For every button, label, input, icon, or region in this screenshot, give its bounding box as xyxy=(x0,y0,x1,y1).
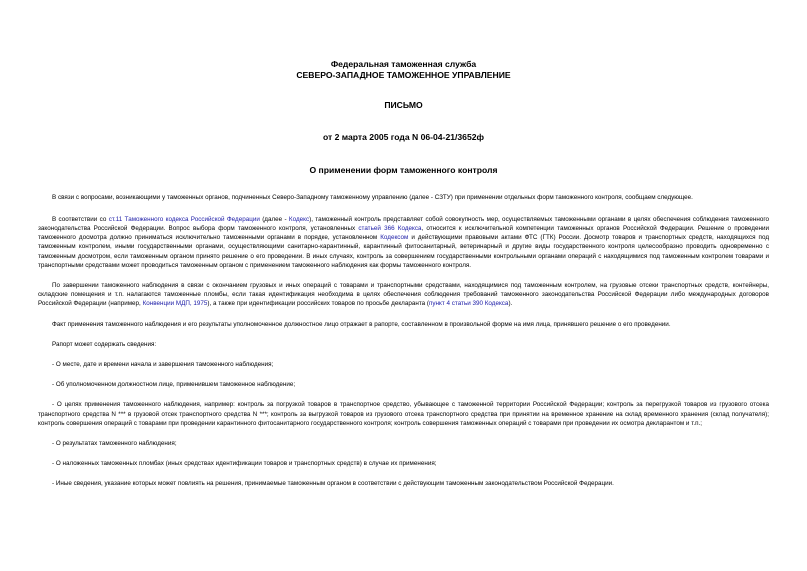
list-item: - О наложенных таможенных пломбах (иных средствах идентификации товаров и транспортных средств) в случае их применения; xyxy=(52,460,437,468)
link-article-11[interactable]: ст.11 Таможенного кодекса Российской Федерации xyxy=(108,215,260,223)
org-block xyxy=(38,0,769,80)
link-tir-convention[interactable]: Конвенции МДП, 1975 xyxy=(142,300,208,308)
agency-name: Федеральная таможенная служба xyxy=(330,59,477,69)
paragraph-seals: По завершении таможенного наблюдения в связи с окончанием грузовых и иных операций с товарами и транспортными средствами, находящимися под таможенным контролем, на грузовые отсеки транспортных средств, контейнеры, складские помещения и т.п. налагаются таможенные пломбы, если такая идентификация необходима в целях обеспечения соблюдения требований таможенного законодательства Российской Федерации либо международных договоров Российской Федерации (например, Конвенции МДП, 1975), а также при идентификации российских товаров по просьбе декларанта (пункт 4 статьи 390 Кодекса). xyxy=(38,281,769,308)
list-item: - Об уполномоченном должностном лице, применившем таможенное наблюдение; xyxy=(52,381,296,389)
doc-subject: О применении форм таможенного контроля xyxy=(309,165,498,175)
paragraph-intro: В связи с вопросами, возникающими у таможенных органов, подчиненных Северо-Западному таможенному управлению (далее - СЗТУ) при применении отдельных форм таможенного контроля, сообщаем следующее. xyxy=(52,193,693,201)
link-code[interactable]: Кодекс xyxy=(288,215,310,223)
paragraph-control: В соответствии со ст.11 Таможенного кодекса Российской Федерации (далее - Кодекс), таможенный контроль представляет собой совокупность мер, осуществляемых таможенными органами в целях обеспечения соблюдения таможенного законодательства Российской Федерации. Вопрос выбора форм таможенного контроля, установленных статьей 366 Кодекса, относится к исключительной компетенции таможенных органов Российской Федерации. Решение о проведении таможенного досмотра должно приниматься исключительно таможенными органами в порядке, установленном Кодексом и действующими правовыми актами ФТС (ГТК) России. Досмотр товаров и транспортных средств, находящихся под таможенным контролем, иными государственными органами, осуществляющими санитарно-карантинный, карантинный фитосанитарный, ветеринарный и другие виды государственного контроля целесообразно проводить одновременно с таможенным досмотром, если таможенным органом принято решение о его проведении. В иных случаях, контроль за совершением государственными контрольными органами операций с находящимися под таможенным контролем товарами и транспортными средствами может проводиться таможенным органом с применением таможенного наблюдения как формы таможенного контроля. xyxy=(38,215,770,269)
paragraph-report: Факт применения таможенного наблюдения и его результаты уполномоченное должностное лицо отражает в рапорте, составленном в произвольной форме на имя лица, принявшего решение о его проведении. xyxy=(52,320,671,328)
doc-number: от 2 марта 2005 года N 06-04-21/3652ф xyxy=(322,131,485,142)
paragraph-report-contents: Рапорт может содержать сведения: xyxy=(52,340,157,348)
department-name: СЕВЕРО-ЗАПАДНОЕ ТАМОЖЕННОЕ УПРАВЛЕНИЕ xyxy=(296,69,511,80)
document-body xyxy=(38,193,769,489)
link-article-366[interactable]: статьей 366 Кодекса xyxy=(358,224,422,232)
list-item: - О результатах таможенного наблюдения; xyxy=(52,439,177,447)
list-item: - О месте, дате и времени начала и завершения таможенного наблюдения; xyxy=(52,360,274,368)
doc-type: ПИСЬМО xyxy=(384,100,423,110)
link-codex[interactable]: Кодексом xyxy=(380,234,409,242)
list-item: - О целях применения таможенного наблюдения, например: контроль за погрузкой товаров в транспортное средство, убывающее с таможенной территории Российской Федерации; контроль за перегрузкой товаров из грузового отсека транспортного средства N *** в грузовой отсек транспортного средства N ***; контроль за выгрузкой товаров из грузового отсека транспортного средства при принятии на временное хранение на склад временного хранения (склад получателя); контроль совершения операций с товарами при проведении карантинного фитосанитарного государственного контроля; контроль совершения таможенных операций с товарами при проведении их осмотра декларантом и т.п.; xyxy=(38,401,769,427)
list-item: - Иные сведения, указание которых может повлиять на решения, принимаемые таможенным органом в соответствии с действующим таможенным законодательством Российской Федерации. xyxy=(52,480,614,488)
link-article-390[interactable]: пункт 4 статьи 390 Кодекса xyxy=(428,300,509,308)
